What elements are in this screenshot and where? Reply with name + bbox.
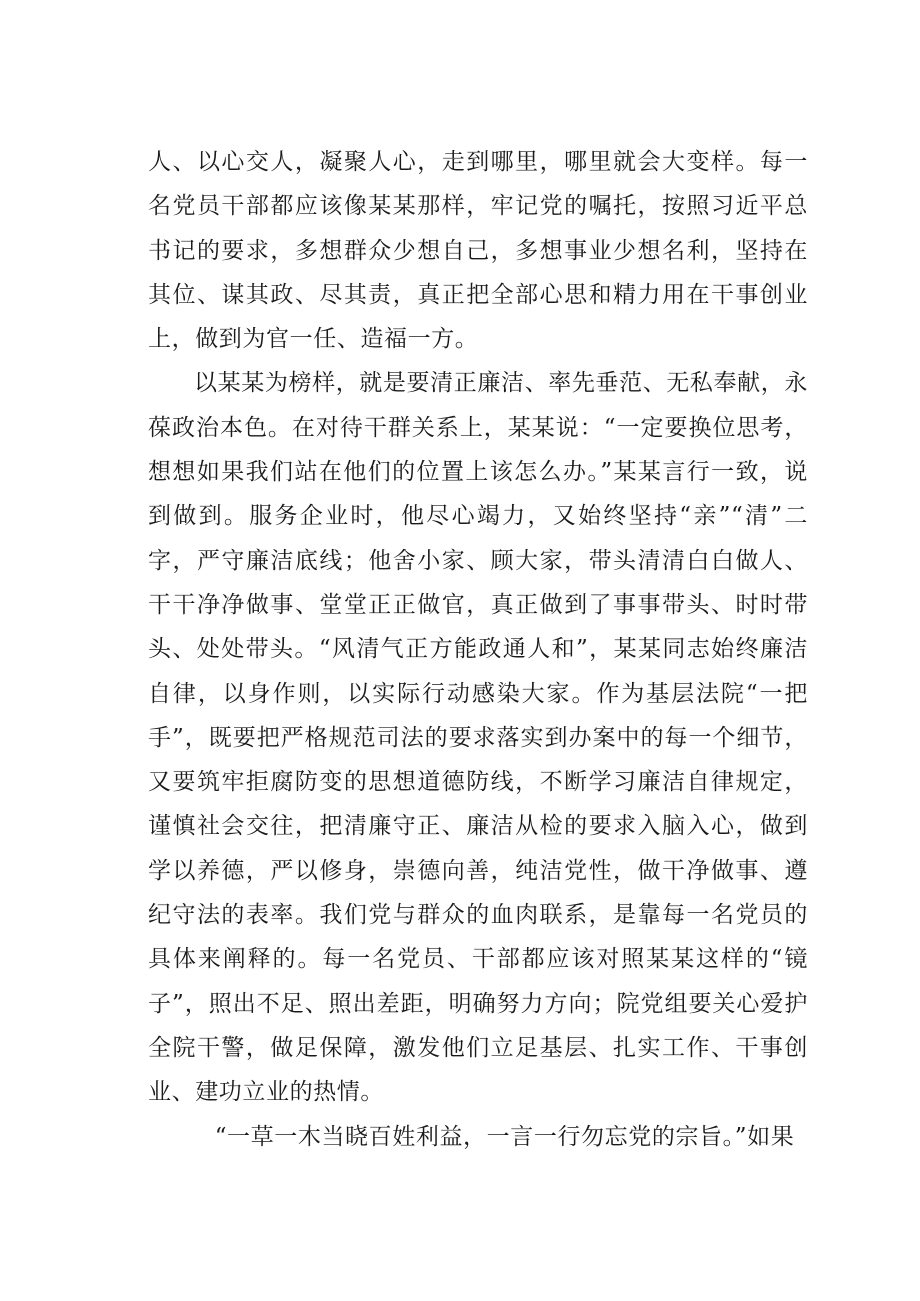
paragraph-continuation: 人、以心交人，凝聚人心，走到哪里，哪里就会大变样。每一名党员干部都应该像某某那样，牢记党的嘱托，按照习近平总书记的要求，多想群众少想自己，多想事业少想名利，坚持在其位、谋其政、尽其责，真正把全部心思和精力用在干事创业上，做到为官一任、造福一方。 [148, 149, 808, 353]
paragraph-role-model: 以某某为榜样，就是要清正廉洁、率先垂范、无私奉献，永葆政治本色。在对待干群关系上，某某说：“一定要换位思考，想想如果我们站在他们的位置上该怎么办。”某某言行一致，说到做到。服务企业时，他尽心竭力，又始终坚持“亲”“清”二字，严守廉洁底线；他舍小家、顾大家，带头清清白白做人、干干净净做事、堂堂正正做官，真正做到了事事带头、时时带头、处处带头。“风清气正方能政通人和”，某某同志始终廉洁自律，以身作则，以实际行动感染大家。作为基层法院“一把手”，既要把严格规范司法的要求落实到办案中的每一个细节，又要筑牢拒腐防变的思想道德防线，不断学习廉洁自律规定，谨慎社会交往，把清廉守正、廉洁从检的要求入脑入心，做到学以养德，严以修身，崇德向善，纯洁党性，做干净做事、遵纪守法的表率。我们党与群众的血肉联系，是靠每一名党员的具体来阐释的。每一名党员、干部都应该对照某某这样的“镜子”，照出不足、照出差距，明确努力方向；院党组要关心爱护全院干警，做足保障，激发他们立足基层、扎实工作、干事创业、建功立业的热情。 [148, 370, 808, 1106]
document-body [148, 140, 808, 1159]
paragraph-quote: “一草一木当晓百姓利益，一言一行勿忘党的宗旨。”如果 [214, 1123, 795, 1150]
